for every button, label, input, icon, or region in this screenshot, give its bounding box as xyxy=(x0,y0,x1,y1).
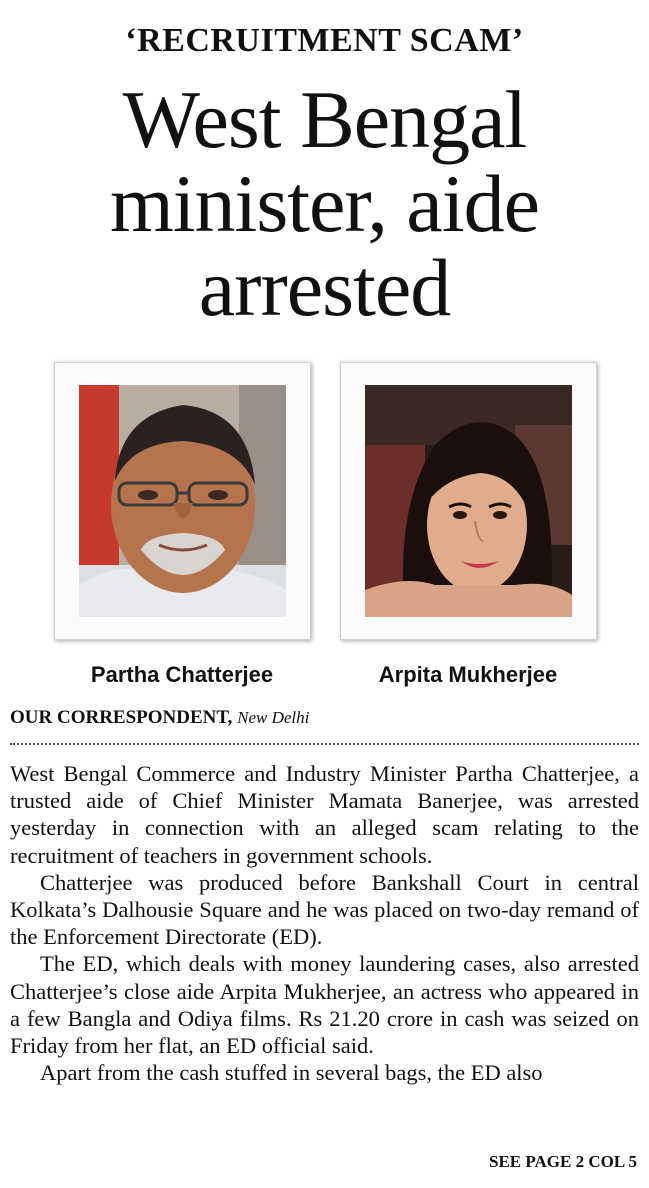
paragraph: Chatterjee was produced before Bankshall Court in central Kolkata’s Dalhousie Square and he was placed on two-day remand of the Enforcement Directorate (ED). xyxy=(10,869,639,950)
kicker: ‘RECRUITMENT SCAM’ xyxy=(125,22,524,59)
headline-line-1: West Bengal xyxy=(122,74,527,165)
portrait-partha-chatterjee xyxy=(79,385,286,617)
dotted-divider xyxy=(10,743,639,745)
byline-place: New Delhi xyxy=(237,708,310,727)
headline-line-2: minister, aide xyxy=(109,158,540,249)
photo-frame-arpita xyxy=(340,362,597,640)
headline xyxy=(0,74,649,333)
photo-frame-partha xyxy=(54,362,311,640)
byline xyxy=(10,707,309,729)
paragraph: The ED, which deals with money laundering cases, also arrested Chatterjee’s close aide Arpita Mukherjee, an actress who appeared in a few Bangla and Odiya films. Rs 21.20 crore in cash was seized on Friday from her flat, an ED official said. xyxy=(10,951,639,1059)
paragraph: West Bengal Commerce and Industry Minister Partha Chatterjee, a trusted aide of Chief Minister Mamata Banerjee, was arrested yesterday in connection with an alleged scam relating to the recruitment of teachers in government schools. xyxy=(10,761,639,868)
continuation-jump[interactable]: SEE PAGE 2 COL 5 xyxy=(489,1152,637,1171)
headline-line-3: arrested xyxy=(198,242,451,333)
caption-partha: Partha Chatterjee xyxy=(90,662,274,687)
portrait-arpita-mukherjee xyxy=(365,385,572,617)
caption-arpita: Arpita Mukherjee xyxy=(378,662,558,687)
byline-author: OUR CORRESPONDENT, xyxy=(10,707,233,728)
paragraph: Apart from the cash stuffed in several bags, the ED also xyxy=(40,1060,543,1086)
article-body xyxy=(10,760,639,1086)
